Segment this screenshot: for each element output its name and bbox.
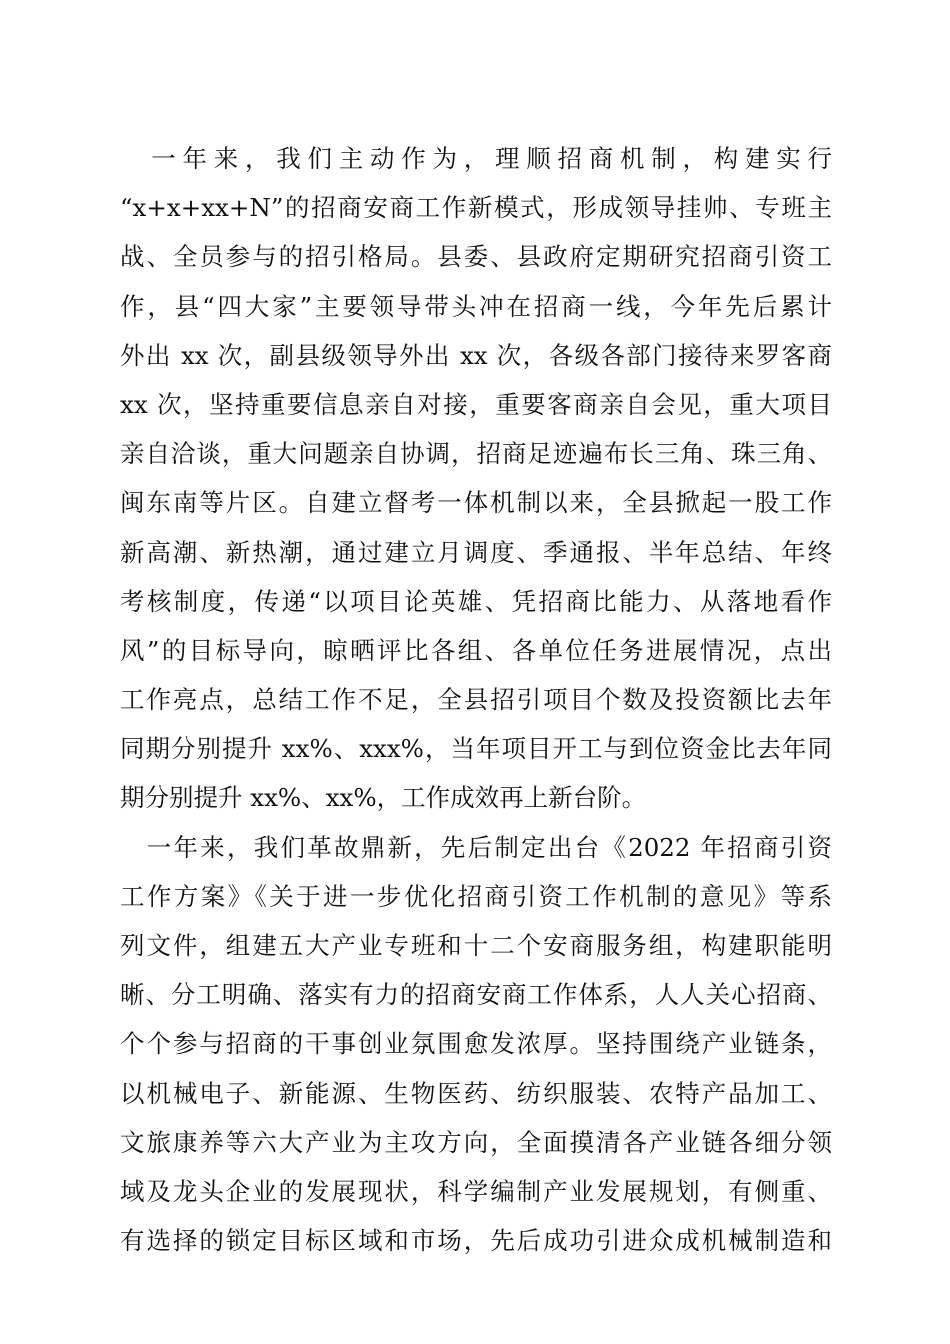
body-text (120, 134, 832, 1265)
text-line: 个个参与招商的干事创业氛围愈发浓厚。坚持围绕产业链条， (120, 1029, 832, 1059)
text-line: 期分别提升 xx%、xx%，工作成效再上新台阶。 (120, 783, 647, 813)
text-line: 一年来，我们主动作为，理顺招商机制，构建实行 (120, 144, 832, 173)
text-line: 风”的目标导向，晾晒评比各组、各单位任务进展情况，点出 (120, 635, 832, 665)
text-line: xx 次，坚持重要信息亲自对接，重要客商亲自会见，重大项目 (120, 389, 832, 419)
text-line: 作，县“四大家”主要领导带头冲在招商一线，今年先后累计 (120, 291, 832, 321)
text-line: 文旅康养等六大产业为主攻方向，全面摸清各产业链各细分领 (120, 1127, 832, 1157)
text-line: 闽东南等片区。自建立督考一体机制以来，全县掀起一股工作 (120, 488, 832, 518)
text-line: 考核制度，传递“以项目论英雄、凭招商比能力、从落地看作 (120, 586, 832, 616)
text-line: 一年来，我们革故鼎新，先后制定出台《2022 年招商引资 (120, 832, 832, 862)
text-line: 有选择的锁定目标区域和市场，先后成功引进众成机械制造和 (120, 1226, 832, 1256)
text-line: 同期分别提升 xx%、xxx%，当年项目开工与到位资金比去年同 (120, 734, 832, 764)
text-line: 战、全员参与的招引格局。县委、县政府定期研究招商引资工 (120, 242, 832, 272)
paragraph-2 (120, 823, 832, 1266)
text-line: “x+x+xx+N”的招商安商工作新模式，形成领导挂帅、专班主 (120, 193, 832, 223)
text-line: 列文件，组建五大产业专班和十二个安商服务组，构建职能明 (120, 931, 832, 960)
text-line: 以机械电子、新能源、生物医药、纺织服装、农特产品加工、 (120, 1078, 832, 1108)
paragraph-1 (120, 134, 832, 823)
text-line: 工作亮点，总结工作不足，全县招引项目个数及投资额比去年 (120, 685, 832, 715)
text-line: 新高潮、新热潮，通过建立月调度、季通报、半年总结、年终 (120, 537, 832, 567)
text-line: 外出 xx 次，副县级领导外出 xx 次，各级各部门接待来罗客商 (120, 340, 832, 370)
text-line: 晰、分工明确、落实有力的招商安商工作体系，人人关心招商、 (120, 980, 832, 1010)
text-line: 域及龙头企业的发展现状，科学编制产业发展规划，有侧重、 (120, 1176, 832, 1206)
text-line: 工作方案》《关于进一步优化招商引资工作机制的意见》等系 (120, 881, 832, 911)
text-line: 亲自洽谈，重大问题亲自协调，招商足迹遍布长三角、珠三角、 (120, 439, 832, 469)
